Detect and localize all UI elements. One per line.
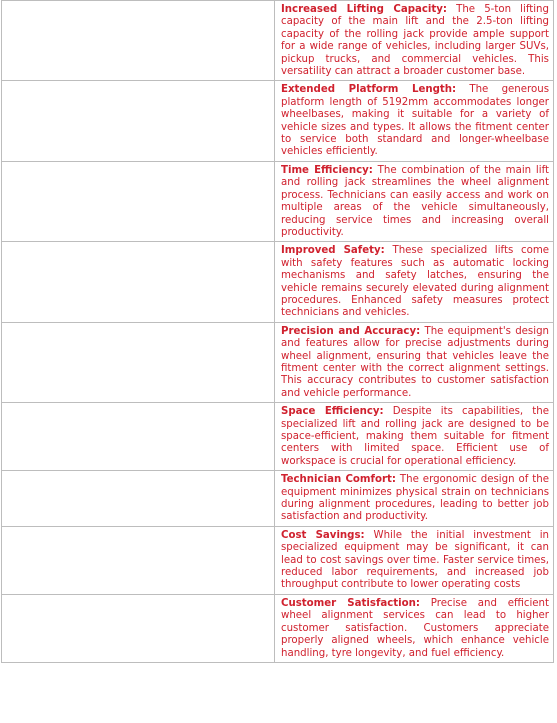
benefit-term: Customer Satisfaction: [281,597,420,609]
benefit-term: Extended Platform Length: [281,84,457,96]
empty-cell [2,471,275,527]
table-row [2,471,554,527]
table-row [2,526,554,594]
benefit-description [275,471,554,527]
empty-cell [2,403,275,471]
empty-cell [2,81,275,161]
empty-cell [2,322,275,402]
benefit-text: While the initial investment in specialized equipment may be significant, it can lead to cost savings over time. Faster service times, reduced labor requirements, and increased job throughput contribute to lower operating costs [281,529,549,591]
table-row [2,322,554,402]
benefit-text: Precise and efficient wheel alignment services can lead to higher customer satisfaction. Customers appreciate properly aligned wheels, which enhance vehicle handling, tyre longevity, and fuel efficiency. [281,597,549,659]
benefits-table [1,0,554,663]
empty-cell [2,1,275,81]
benefit-term: Space Efficiency: [281,406,384,418]
empty-cell [2,526,275,594]
benefit-term: Increased Lifting Capacity: [281,4,447,15]
empty-cell [2,242,275,322]
empty-cell [2,161,275,241]
table-row [2,403,554,471]
benefit-term: Cost Savings: [281,529,365,541]
benefit-term: Improved Safety: [281,245,385,257]
benefit-description [275,526,554,594]
benefit-description [275,322,554,402]
benefit-term: Precision and Accuracy: [281,325,421,337]
benefit-description [275,242,554,322]
benefit-text: The 5-ton lifting capacity of the main lift and the 2.5-ton lifting capacity of the rolling jack provide ample support for a wide range of vehicles, including larger SUVs, pickup trucks, and commercial vehicles. This versatility can attract a broader customer base. [281,4,549,78]
table-row [2,81,554,161]
benefit-term: Time Efficiency: [281,164,373,176]
benefit-description [275,594,554,662]
benefit-description [275,1,554,81]
benefit-text: These specialized lifts come with safety features such as automatic locking mechanisms and safety latches, ensuring the vehicle remains securely elevated during alignment procedures. Enhanced safety measures protect technicians and vehicles. [281,245,550,319]
benefit-text: Despite its capabilities, the specialized lift and rolling jack are designed to be space-efficient, making them suitable for fitment centers with limited space. Efficient use of workspace is crucial for operational efficiency. [281,406,549,467]
benefit-text: The ergonomic design of the equipment minimizes physical strain on technicians during alignment procedures, leading to better job satisfaction and productivity. [281,474,549,523]
benefit-text: The generous platform length of 5192mm accommodates longer wheelbases, making it suitable for a variety of vehicle sizes and types. It allows the fitment center to service both standard and longer-wheelbase vehicles efficiently. [281,84,549,158]
empty-cell [2,594,275,662]
table-row [2,1,554,81]
benefit-text: The combination of the main lift and rolling jack streamlines the wheel alignment process. Technicians can easily access and work on multiple areas of the vehicle simultaneously, reducing service times and increasing overall productivity. [281,164,549,238]
benefit-description [275,403,554,471]
benefit-text: The equipment's design and features allow for precise adjustments during wheel alignment, ensuring that vehicles leave the fitment center with the correct alignment settings. This accuracy contributes to customer satisfaction and vehicle performance. [281,325,549,399]
table-row [2,594,554,662]
table-row [2,242,554,322]
table-row [2,161,554,241]
benefit-description [275,81,554,161]
benefit-description [275,161,554,241]
benefit-term: Technician Comfort: [281,474,396,486]
